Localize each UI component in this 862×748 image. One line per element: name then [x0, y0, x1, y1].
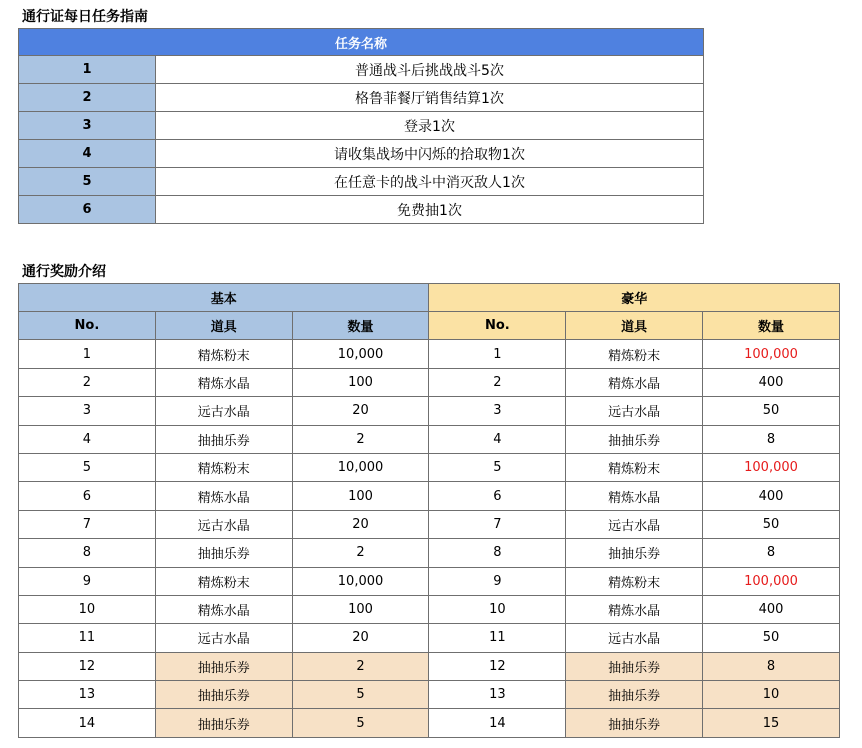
luxury-qty-cell: 10	[703, 681, 840, 709]
basic-item-cell: 抽抽乐券	[155, 681, 292, 709]
luxury-qty-cell: 400	[703, 595, 840, 623]
task-header-row	[19, 29, 704, 56]
basic-item-header: 道具	[155, 312, 292, 340]
task-index: 3	[19, 112, 156, 140]
task-name: 请收集战场中闪烁的拾取物1次	[156, 140, 704, 168]
task-row	[19, 56, 704, 84]
basic-item-cell: 精炼水晶	[155, 595, 292, 623]
task-name: 普通战斗后挑战战斗5次	[156, 56, 704, 84]
luxury-item-cell: 抽抽乐券	[566, 709, 703, 737]
basic-qty-cell: 20	[292, 624, 429, 652]
luxury-item-cell: 抽抽乐券	[566, 652, 703, 680]
basic-qty-cell: 10,000	[292, 453, 429, 481]
luxury-item-cell: 抽抽乐券	[566, 539, 703, 567]
luxury-qty-cell: 8	[703, 652, 840, 680]
luxury-no-cell: 13	[429, 681, 566, 709]
basic-item-cell: 抽抽乐券	[155, 425, 292, 453]
luxury-no-cell: 11	[429, 624, 566, 652]
basic-item-cell: 抽抽乐券	[155, 652, 292, 680]
basic-qty-cell: 5	[292, 681, 429, 709]
luxury-qty-cell: 50	[703, 510, 840, 538]
basic-no-cell: 7	[19, 510, 156, 538]
luxury-no-cell: 10	[429, 595, 566, 623]
luxury-item-cell: 远古水晶	[566, 510, 703, 538]
luxury-item-cell: 远古水晶	[566, 624, 703, 652]
luxury-qty-cell: 400	[703, 368, 840, 396]
reward-row	[19, 595, 840, 623]
task-row	[19, 196, 704, 224]
reward-row	[19, 397, 840, 425]
task-name: 在任意卡的战斗中消灭敌人1次	[156, 168, 704, 196]
group-basic-header: 基本	[19, 284, 429, 312]
luxury-qty-header: 数量	[703, 312, 840, 340]
basic-item-cell: 精炼水晶	[155, 368, 292, 396]
reward-row	[19, 453, 840, 481]
task-index: 4	[19, 140, 156, 168]
basic-no-cell: 10	[19, 595, 156, 623]
luxury-item-header: 道具	[566, 312, 703, 340]
reward-row	[19, 340, 840, 368]
basic-qty-cell: 100	[292, 595, 429, 623]
basic-qty-cell: 2	[292, 539, 429, 567]
group-luxury-header: 豪华	[429, 284, 840, 312]
task-name: 免费抽1次	[156, 196, 704, 224]
reward-row	[19, 510, 840, 538]
reward-row	[19, 652, 840, 680]
basic-no-cell: 14	[19, 709, 156, 737]
luxury-item-cell: 抽抽乐券	[566, 425, 703, 453]
basic-qty-header: 数量	[292, 312, 429, 340]
task-row	[19, 168, 704, 196]
basic-item-cell: 精炼粉末	[155, 567, 292, 595]
basic-qty-cell: 10,000	[292, 567, 429, 595]
task-name-header: 任务名称	[19, 29, 704, 56]
basic-no-header: No.	[19, 312, 156, 340]
reward-group-row	[19, 284, 840, 312]
luxury-item-cell: 精炼粉末	[566, 567, 703, 595]
task-name: 登录1次	[156, 112, 704, 140]
basic-no-cell: 11	[19, 624, 156, 652]
luxury-qty-cell: 400	[703, 482, 840, 510]
basic-item-cell: 精炼水晶	[155, 482, 292, 510]
task-index: 5	[19, 168, 156, 196]
basic-qty-cell: 20	[292, 397, 429, 425]
reward-row	[19, 368, 840, 396]
luxury-qty-cell: 50	[703, 397, 840, 425]
luxury-qty-cell: 8	[703, 539, 840, 567]
task-row	[19, 84, 704, 112]
luxury-qty-cell: 15	[703, 709, 840, 737]
reward-row	[19, 567, 840, 595]
luxury-no-cell: 1	[429, 340, 566, 368]
basic-qty-cell: 5	[292, 709, 429, 737]
luxury-qty-cell: 100,000	[703, 567, 840, 595]
basic-no-cell: 13	[19, 681, 156, 709]
reward-row	[19, 425, 840, 453]
basic-no-cell: 2	[19, 368, 156, 396]
basic-qty-cell: 2	[292, 652, 429, 680]
luxury-no-cell: 12	[429, 652, 566, 680]
basic-item-cell: 精炼粉末	[155, 453, 292, 481]
luxury-no-cell: 4	[429, 425, 566, 453]
luxury-qty-cell: 100,000	[703, 453, 840, 481]
luxury-no-cell: 8	[429, 539, 566, 567]
luxury-qty-cell: 50	[703, 624, 840, 652]
luxury-item-cell: 精炼粉末	[566, 453, 703, 481]
task-section-title: 通行证每日任务指南	[22, 9, 148, 25]
basic-no-cell: 5	[19, 453, 156, 481]
basic-no-cell: 4	[19, 425, 156, 453]
luxury-no-cell: 5	[429, 453, 566, 481]
basic-qty-cell: 20	[292, 510, 429, 538]
luxury-no-cell: 6	[429, 482, 566, 510]
luxury-item-cell: 抽抽乐券	[566, 681, 703, 709]
luxury-item-cell: 精炼粉末	[566, 340, 703, 368]
luxury-item-cell: 远古水晶	[566, 397, 703, 425]
basic-no-cell: 3	[19, 397, 156, 425]
reward-column-row	[19, 312, 840, 340]
luxury-no-header: No.	[429, 312, 566, 340]
luxury-qty-cell: 100,000	[703, 340, 840, 368]
task-index: 1	[19, 56, 156, 84]
reward-row	[19, 624, 840, 652]
basic-no-cell: 8	[19, 539, 156, 567]
task-row	[19, 112, 704, 140]
basic-item-cell: 远古水晶	[155, 510, 292, 538]
basic-qty-cell: 100	[292, 482, 429, 510]
basic-item-cell: 精炼粉末	[155, 340, 292, 368]
basic-qty-cell: 10,000	[292, 340, 429, 368]
task-table	[18, 28, 704, 224]
task-index: 6	[19, 196, 156, 224]
task-index: 2	[19, 84, 156, 112]
basic-item-cell: 远古水晶	[155, 397, 292, 425]
reward-table	[18, 283, 840, 738]
luxury-qty-cell: 8	[703, 425, 840, 453]
basic-no-cell: 12	[19, 652, 156, 680]
luxury-no-cell: 7	[429, 510, 566, 538]
luxury-no-cell: 2	[429, 368, 566, 396]
reward-body	[19, 340, 840, 737]
task-row	[19, 140, 704, 168]
basic-qty-cell: 2	[292, 425, 429, 453]
basic-qty-cell: 100	[292, 368, 429, 396]
task-name: 格鲁菲餐厅销售结算1次	[156, 84, 704, 112]
task-body	[19, 56, 704, 224]
reward-row	[19, 539, 840, 567]
basic-no-cell: 1	[19, 340, 156, 368]
reward-section-title: 通行奖励介绍	[22, 264, 106, 280]
luxury-no-cell: 9	[429, 567, 566, 595]
basic-item-cell: 远古水晶	[155, 624, 292, 652]
reward-row	[19, 681, 840, 709]
reward-row	[19, 709, 840, 737]
luxury-no-cell: 3	[429, 397, 566, 425]
basic-no-cell: 6	[19, 482, 156, 510]
basic-item-cell: 抽抽乐券	[155, 539, 292, 567]
luxury-item-cell: 精炼水晶	[566, 482, 703, 510]
luxury-item-cell: 精炼水晶	[566, 368, 703, 396]
luxury-no-cell: 14	[429, 709, 566, 737]
basic-no-cell: 9	[19, 567, 156, 595]
luxury-item-cell: 精炼水晶	[566, 595, 703, 623]
basic-item-cell: 抽抽乐券	[155, 709, 292, 737]
reward-row	[19, 482, 840, 510]
